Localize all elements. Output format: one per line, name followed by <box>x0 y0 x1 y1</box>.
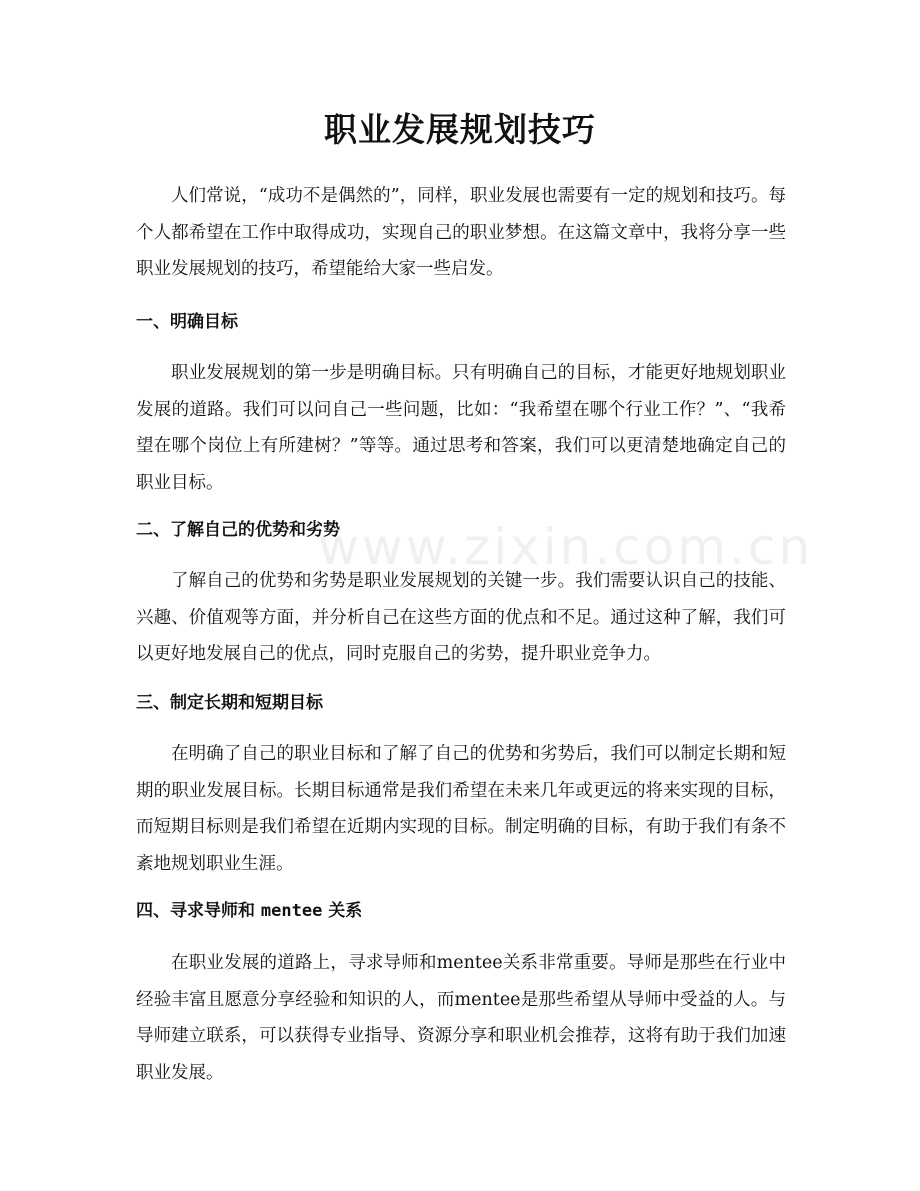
section-1-body: 职业发展规划的第一步是明确目标。只有明确自己的目标，才能更好地规划职业发展的道路。我们可以问自己一些问题，比如：“我希望在哪个行业工作？”、“我希望在哪个岗位上有所建树？”等等。通过思考和答案，我们可以更清楚地确定自己的职业目标。 <box>136 363 786 493</box>
document-title: 职业发展规划技巧 <box>324 110 596 149</box>
intro-paragraph: 人们常说，“成功不是偶然的”，同样，职业发展也需要有一定的规划和技巧。每个人都希望在工作中取得成功，实现自己的职业梦想。在这篇文章中，我将分享一些职业发展规划的技巧，希望能给大家一些启发。 <box>136 186 786 279</box>
section-4-heading-prefix: 四、寻求导师和 <box>136 901 261 921</box>
watermark: www.zixin.com.cn <box>318 518 814 576</box>
section-4-heading <box>136 899 362 923</box>
section-1-heading: 一、明确目标 <box>136 312 238 332</box>
section-3-body: 在明确了自己的职业目标和了解了自己的优势和劣势后，我们可以制定长期和短期的职业发展目标。长期目标通常是我们希望在未来几年或更远的将来实现的目标，而短期目标则是我们希望在近期内实现的目标。制定明确的目标，有助于我们有条不紊地规划职业生涯。 <box>136 744 786 874</box>
section-2-heading: 二、了解自己的优势和劣势 <box>136 520 340 540</box>
section-4-heading-mono: mentee <box>260 901 323 921</box>
section-2-body: 了解自己的优势和劣势是职业发展规划的关键一步。我们需要认识自己的技能、兴趣、价值观等方面，并分析自己在这些方面的优点和不足。通过这种了解，我们可以更好地发展自己的优点，同时克服自己的劣势，提升职业竞争力。 <box>136 571 786 664</box>
section-4-heading-suffix: 关系 <box>322 901 363 921</box>
section-3-heading: 三、制定长期和短期目标 <box>136 693 323 713</box>
section-4-body: 在职业发展的道路上，寻求导师和mentee关系非常重要。导师是那些在行业中经验丰富且愿意分享经验和知识的人，而mentee是那些希望从导师中受益的人。与导师建立联系，可以获得专业指导、资源分享和职业机会推荐，这将有助于我们加速职业发展。 <box>136 953 786 1083</box>
